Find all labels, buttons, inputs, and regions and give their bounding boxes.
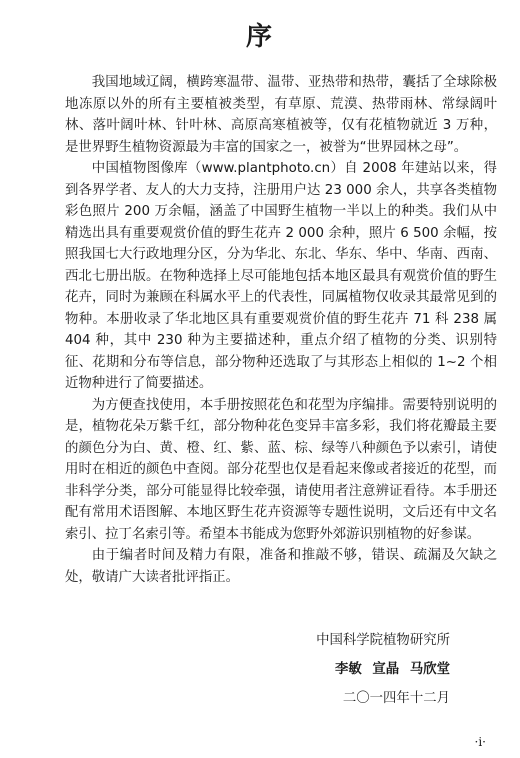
page-number: ·i· (474, 735, 486, 749)
paragraph-1: 我国地域辽阔，横跨寒温带、温带、亚热带和热带，囊括了全球除极地冻原以外的所有主要植被类型，有草原、荒漠、热带雨林、常绿阔叶林、落叶阔叶林、针叶林、高原高寒植被等，仅有花植物就近 3 万种，是世界野生植物资源最为丰富的国家之一，被誉为“世界园林之母”。 (65, 75, 497, 155)
signature-institution: 中国科学院植物研究所 (316, 633, 450, 648)
preface-body (65, 72, 497, 588)
paragraph-4: 由于编者时间及精力有限，准备和推敲不够，错误、疏漏及欠缺之处，敬请广大读者批评指正。 (65, 548, 497, 585)
paragraph-3: 为方便查找使用，本手册按照花色和花型为序编排。需要特别说明的是，植物花朵万紫千红，部分物种花色变异丰富多彩，我们将花瓣最主要的颜色分为白、黄、橙、红、紫、蓝、棕、绿等八种颜色予以索引，请使用时在相近的颜色中查阅。部分花型也仅是看起来像或者接近的花型，而非科学分类，部分可能显得比较牵强，请使用者注意辨证看待。本手册还配有常用术语图解、本地区野生花卉资源等专题性说明，文后还有中文名索引、拉丁名索引等。希望本书能成为您野外郊游识别植物的好参谋。 (65, 397, 497, 542)
signature-authors: 李敏 宣晶 马欣堂 (334, 662, 450, 677)
page-title: 序 (245, 22, 274, 52)
signature-date: 二〇一四年十二月 (342, 691, 450, 706)
signature-block (316, 626, 450, 713)
paragraph-2: 中国植物图像库（www.plantphoto.cn）自 2008 年建站以来，得到各界学者、友人的大力支持，注册用户达 23 000 余人，共享各类植物彩色照片 200 万余幅，涵盖了中国野生植物一半以上的种类。我们从中精选出具有重要观赏价值的野生花卉 2 000 余种，照片 6 500 余幅，按照我国七大行政地理分区，分为华北、东北、华东、华中、华南、西南、西北七册出版。在物种选择上尽可能地包括本地区最具有观赏价值的野生花卉，同时为兼顾在科属水平上的代表性，同属植物仅收录其最常见到的物种。本册收录了华北地区具有重要观赏价值的野生花卉 71 科 238 属 404 种，其中 230 种为主要描述种，重点介绍了植物的分类、识别特征、花期和分布等信息，部分物种还选取了与其形态上相似的 1~2 个相近物种进行了简要描述。 (65, 161, 497, 391)
